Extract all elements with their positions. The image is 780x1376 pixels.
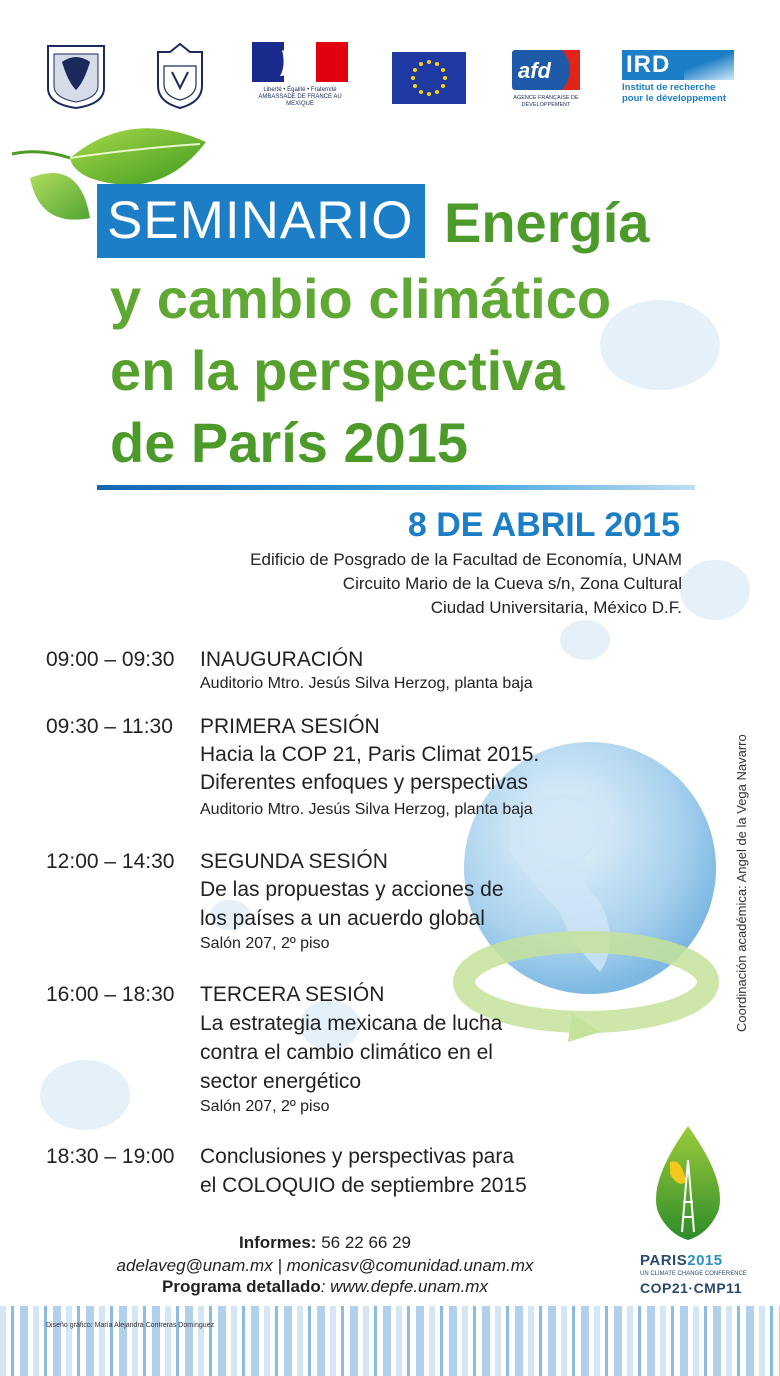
splatter (560, 620, 610, 660)
venue-line-3: Ciudad Universitaria, México D.F. (430, 598, 682, 617)
afd-mark: afd (518, 58, 551, 83)
schedule-topic-line: los países a un acuerdo global (200, 907, 485, 930)
ird-logo (622, 50, 734, 108)
splatter (680, 560, 750, 620)
venue-line-2: Circuito Mario de la Cueva s/n, Zona Cultural (342, 574, 682, 593)
title-line-2: y cambio climático (110, 267, 612, 330)
schedule-heading: Conclusiones y perspectivas para (200, 1145, 514, 1168)
schedule-time: 18:30 – 19:00 (46, 1145, 175, 1168)
schedule-place: Auditorio Mtro. Jesús Silva Herzog, planta baja (200, 675, 533, 692)
design-credit: Diseño gráfico: María Alejandra Contreras Domínguez (46, 1322, 215, 1329)
france-flag-icon (252, 42, 348, 82)
informes-phone: 56 22 66 29 (316, 1233, 411, 1252)
title-divider (97, 485, 695, 490)
ird-mark: IRD (626, 51, 671, 78)
schedule-place: Salón 207, 2º piso (200, 935, 330, 952)
afd-name: AGENCE FRANÇAISE DE DÉVELOPPEMENT (513, 95, 579, 108)
paris-word: PARIS (640, 1252, 688, 1269)
france-motto: Liberté • Égalité • Fraternité (263, 87, 337, 93)
schedule-heading: SEGUNDA SESIÓN (200, 850, 388, 873)
facultad-economia-logo (150, 42, 210, 110)
embajada-francia-logo (252, 42, 348, 110)
schedule-topic-line: el COLOQUIO de septiembre 2015 (200, 1174, 527, 1197)
schedule-time: 09:30 – 11:30 (46, 715, 173, 738)
schedule-time: 09:00 – 09:30 (46, 648, 175, 671)
event-date: 8 DE ABRIL 2015 (407, 506, 680, 544)
ird-name-1: Institut de recherche (622, 82, 716, 93)
schedule-time: 16:00 – 18:30 (46, 983, 175, 1006)
schedule-topic-line: La estrategia mexicana de lucha (200, 1012, 503, 1035)
paris-year: 2015 (687, 1252, 723, 1269)
venue-line-1: Edificio de Posgrado de la Facultad de Economía, UNAM (250, 550, 682, 569)
informes-line (0, 1233, 650, 1253)
programa-label: Programa detallado (162, 1277, 321, 1296)
footer-stripes (0, 1306, 780, 1376)
schedule-topic-line: contra el cambio climático en el (200, 1041, 493, 1064)
cop21-cmp11: COP21·CMP11 (640, 1280, 742, 1296)
schedule-place: Salón 207, 2º piso (200, 1098, 330, 1115)
france-embassy: AMBASSADE DE FRANCE AU MEXIQUE (258, 94, 342, 107)
european-union-flag-icon (392, 52, 466, 104)
coordination-credit: Coordinación académica: Angel de la Vega Navarro (734, 734, 749, 1032)
schedule-heading: INAUGURACIÓN (200, 648, 364, 671)
afd-logo (512, 50, 580, 106)
schedule-time: 12:00 – 14:30 (46, 850, 175, 873)
splatter (600, 300, 720, 390)
title-line-1: Energía (444, 191, 650, 254)
title-line-3: en la perspectiva (110, 339, 565, 402)
splatter (40, 1060, 130, 1130)
title-line-4: de París 2015 (110, 411, 469, 474)
schedule-topic-line: Diferentes enfoques y perspectivas (200, 771, 529, 794)
schedule-topic-line: De las propuestas y acciones de (200, 878, 504, 901)
unam-logo (44, 42, 108, 110)
paris-2015-wordmark (640, 1252, 723, 1269)
informes-label: Informes: (239, 1233, 317, 1252)
ird-name-2: pour le développement (622, 93, 726, 104)
schedule-topic-line: Hacia la COP 21, Paris Climat 2015. (200, 743, 540, 766)
schedule-topic-line: sector energético (200, 1070, 362, 1093)
schedule-heading: PRIMERA SESIÓN (200, 715, 380, 738)
schedule-place: Auditorio Mtro. Jesús Silva Herzog, planta baja (200, 801, 533, 818)
programa-url[interactable]: : www.depfe.unam.mx (320, 1277, 488, 1296)
contact-emails[interactable]: adelaveg@unam.mx | monicasv@comunidad.unam.mx (116, 1256, 534, 1275)
schedule-heading: TERCERA SESIÓN (200, 983, 385, 1006)
programa-line (0, 1277, 650, 1297)
seminario-label: SEMINARIO (107, 191, 414, 250)
paris-subtitle: UN CLIMATE CHANGE CONFERENCE (640, 1271, 747, 1277)
